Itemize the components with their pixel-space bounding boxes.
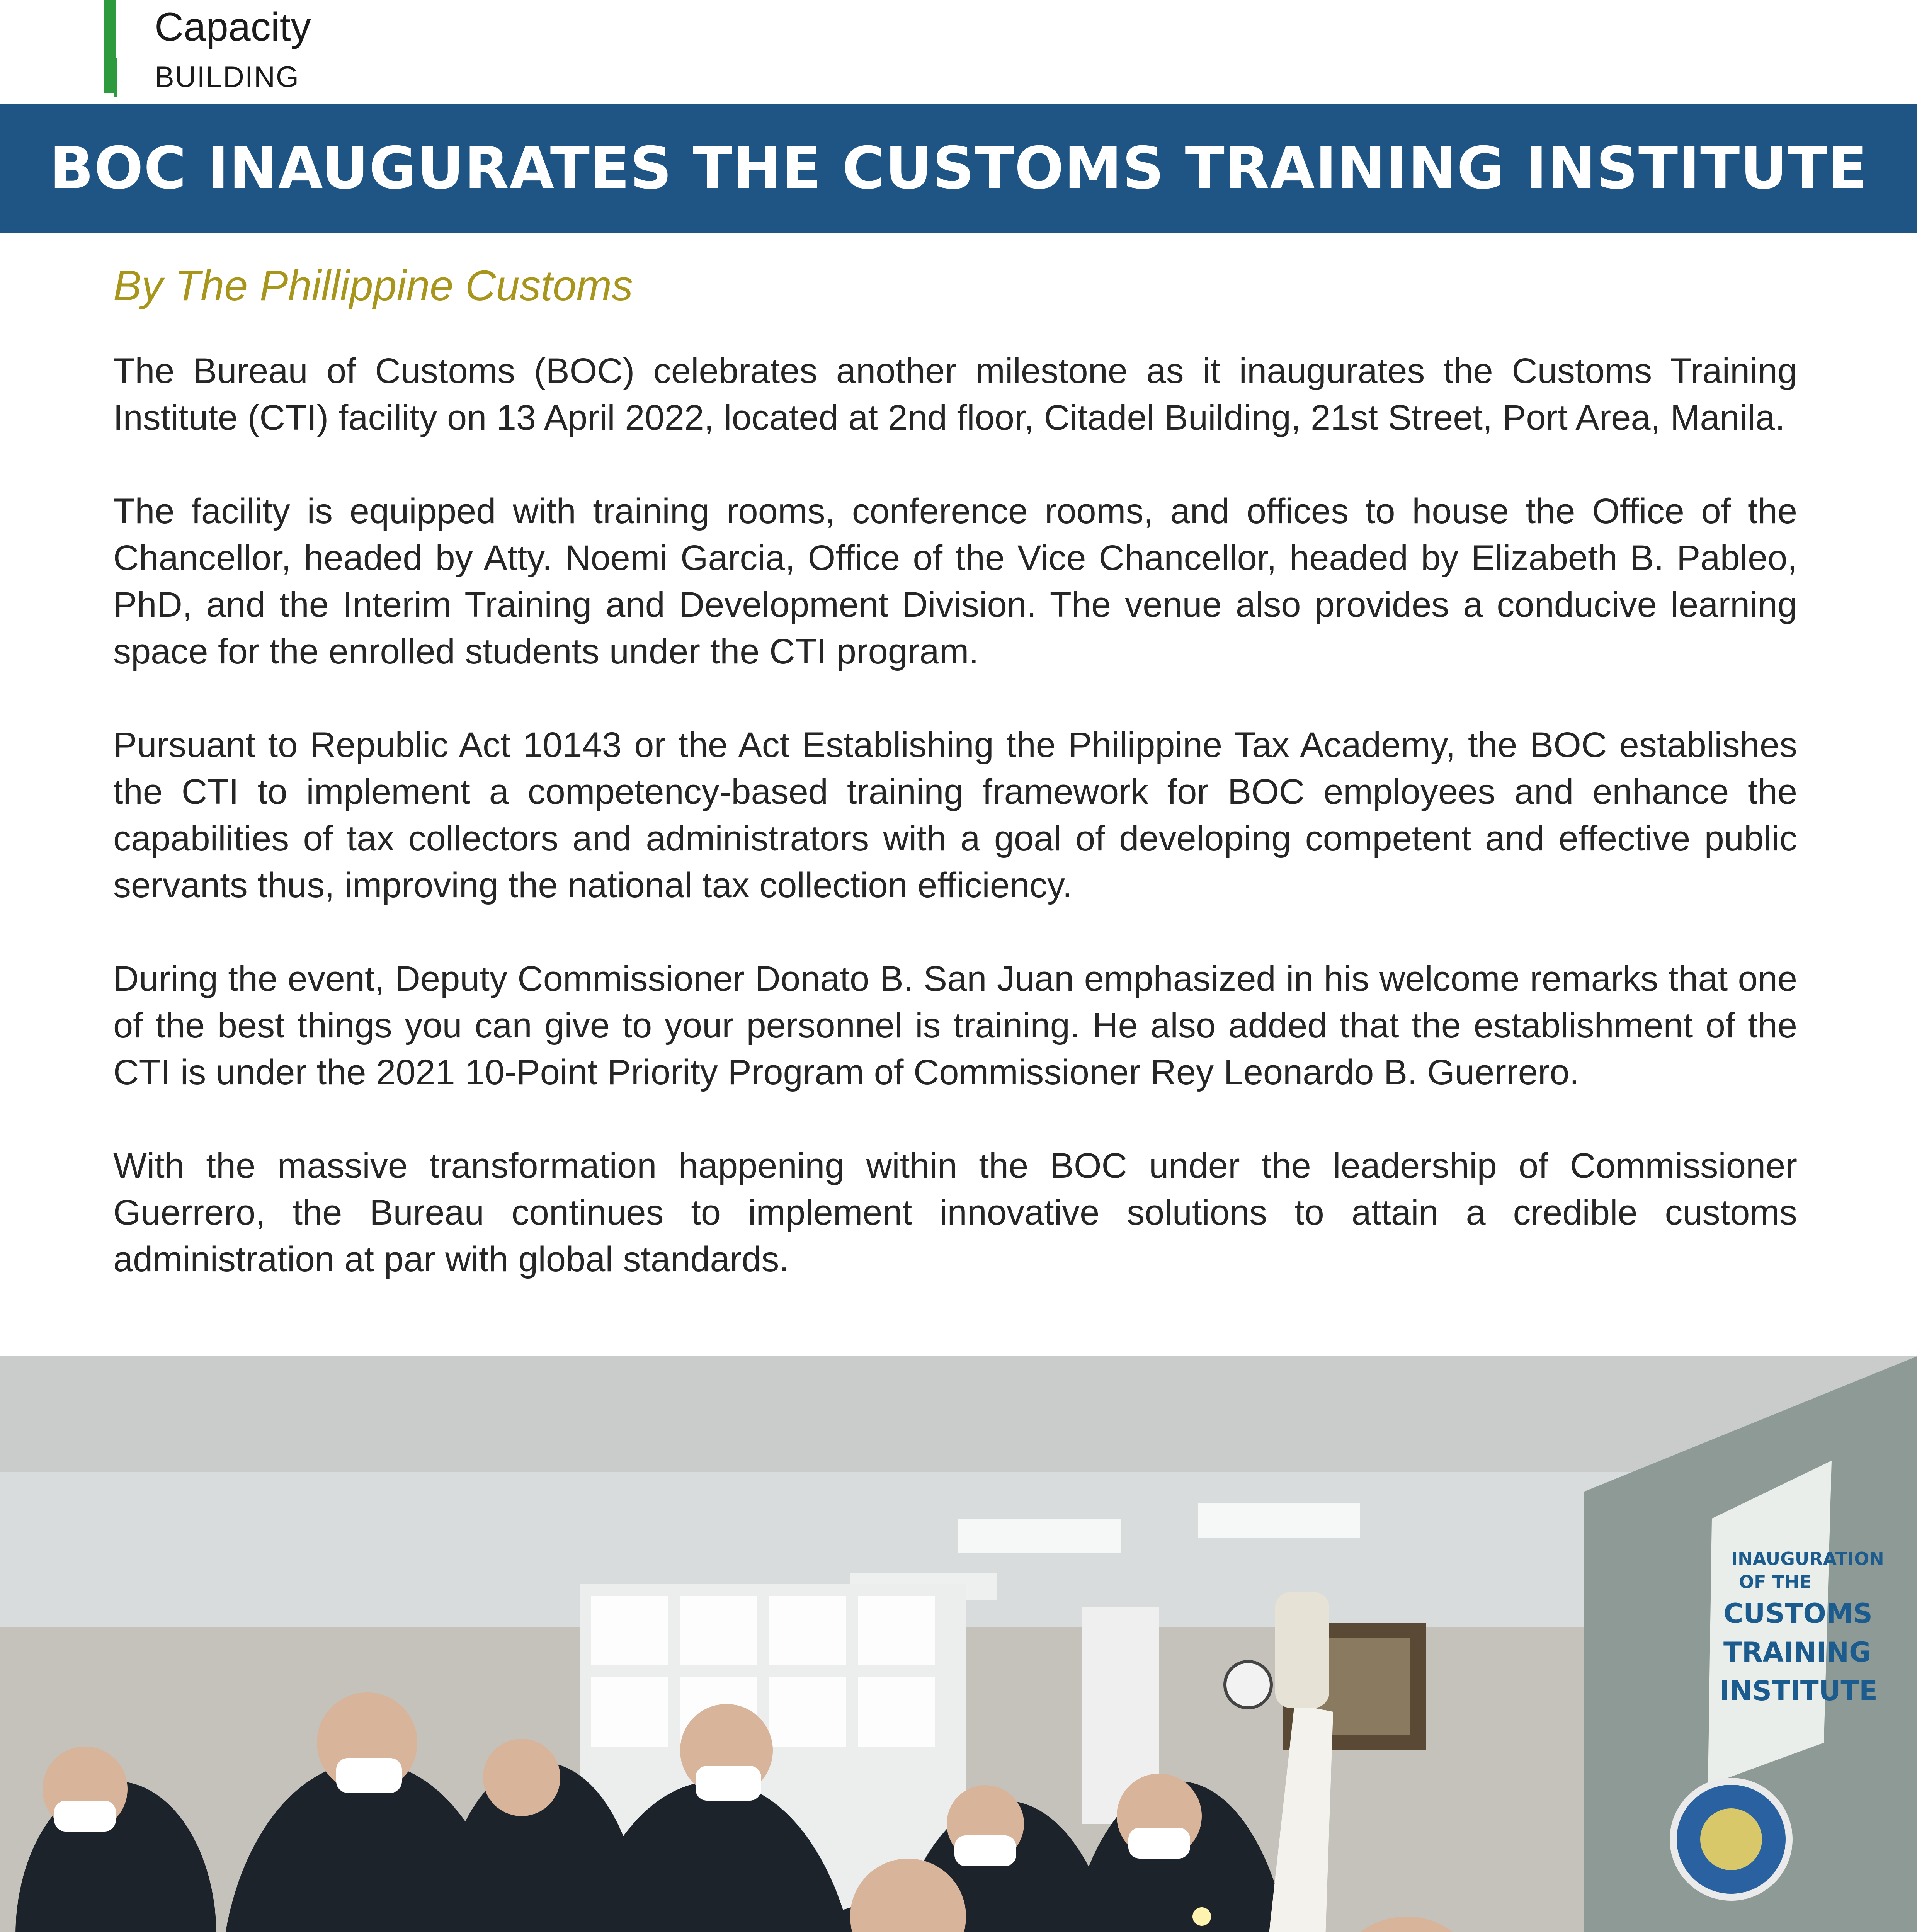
- headline-banner: [0, 104, 1917, 233]
- photo-banner-line: CUSTOMS: [1723, 1598, 1873, 1629]
- photo-banner-line: TRAINING: [1723, 1636, 1871, 1668]
- photo-banner-line: OF THE: [1739, 1571, 1812, 1592]
- article-body: [113, 348, 1797, 1330]
- section-subtitle: BUILDING: [155, 61, 299, 94]
- byline: By The Phillippine Customs: [113, 262, 633, 310]
- event-photo: [0, 1356, 1917, 1932]
- paragraph: During the event, Deputy Commissioner Donato B. San Juan emphasized in his welcome remarks that one of the best things you can give to your personnel is training. He also added that the establishment of the CTI is under the 2021 10-Point Priority Program of Commissioner Rey Leonardo B. Guerrero.: [113, 959, 1797, 1092]
- paragraph: With the massive transformation happening within the BOC under the leadership of Commissioner Guerrero, the Bureau continues to implement innovative solutions to attain a credible customs administration at par with global standards.: [113, 1146, 1797, 1279]
- section-title: Capacity: [155, 5, 311, 49]
- event-photo-illustration: [0, 1356, 1917, 1932]
- photo-banner-line: INSTITUTE: [1720, 1675, 1878, 1707]
- headline: BOC INAUGURATES THE CUSTOMS TRAINING INSTITUTE: [49, 134, 1868, 202]
- paragraph: The Bureau of Customs (BOC) celebrates another milestone as it inaugurates the Customs Training Institute (CTI) facility on 13 April 2022, located at 2nd floor, Citadel Building, 21st Street, Port Area, Manila.: [113, 351, 1797, 437]
- photo-banner-line: INAUGURATION: [1731, 1548, 1884, 1569]
- section-accent-bar-thin: [114, 58, 117, 97]
- paragraph: The facility is equipped with training rooms, conference rooms, and offices to house the Office of the Chancellor, headed by Atty. Noemi Garcia, Office of the Vice Chancellor, headed by Elizabeth B. Pableo, PhD, and the Interim Training and Development Division. The venue also provides a conducive learning space for the enrolled students under the CTI program.: [113, 492, 1797, 671]
- paragraph: Pursuant to Republic Act 10143 or the Act Establishing the Philippine Tax Academy, the BOC establishes the CTI to implement a competency-based training framework for BOC employees and enhance the capabilities of tax collectors and administrators with a goal of developing competent and effective public servants thus, improving the national tax collection efficiency.: [113, 725, 1797, 905]
